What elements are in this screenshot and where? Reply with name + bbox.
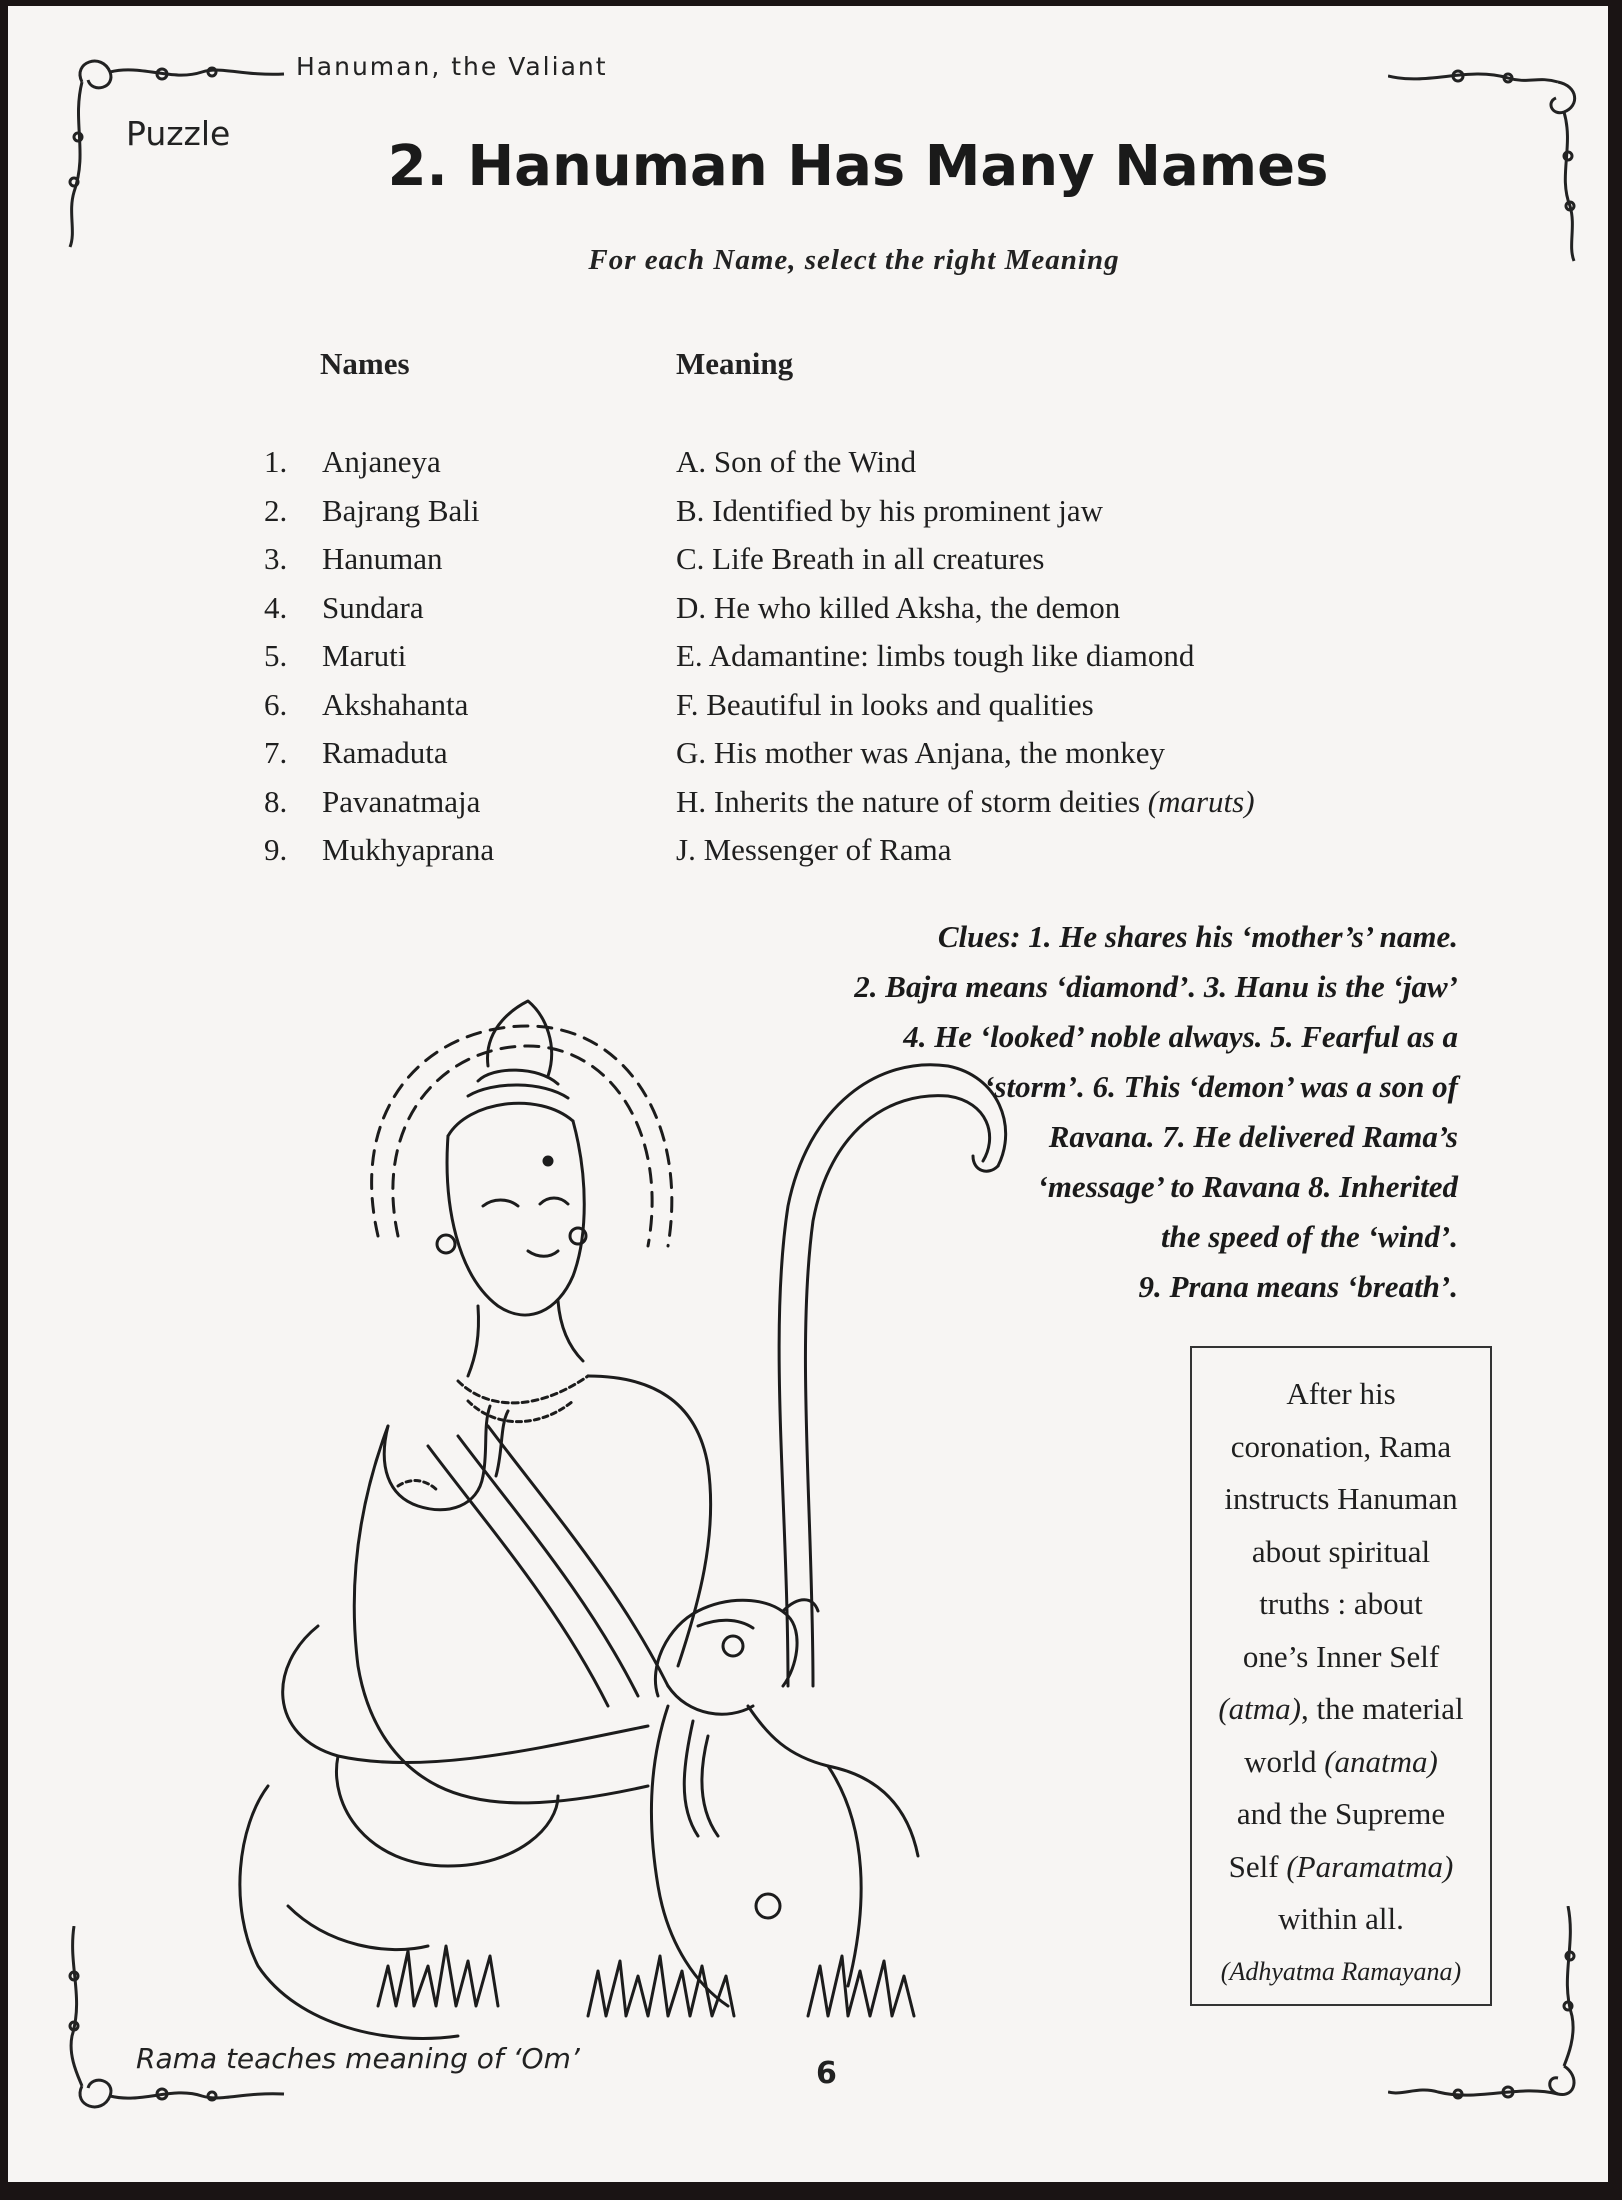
meanings-list	[676, 438, 1255, 875]
clue-line: ‘message’ to Ravana 8. Inherited	[1037, 1169, 1458, 1204]
sidebar-note-box	[1190, 1346, 1492, 2006]
note-line	[1200, 1736, 1482, 1789]
instruction: For each Name, select the right Meaning	[588, 244, 1120, 276]
name-item	[264, 632, 494, 681]
note-line: After his	[1286, 1376, 1396, 1411]
meaning-item: E. Adamantine: limbs tough like diamond	[676, 638, 1195, 673]
name-number: 9.	[264, 832, 288, 867]
name-text: Mukhyaprana	[322, 832, 495, 867]
section-label: Puzzle	[126, 114, 231, 153]
name-number: 3.	[264, 541, 288, 576]
clue-line: the speed of the ‘wind’.	[1160, 1219, 1458, 1254]
note-line: about spiritual	[1251, 1533, 1431, 1569]
name-text: Sundara	[322, 589, 424, 625]
note-line: and the Supreme	[1236, 1796, 1446, 1831]
note-italic: (atma)	[1218, 1691, 1301, 1726]
name-number: 8.	[264, 783, 288, 819]
meaning-item	[676, 778, 1255, 827]
name-text: Akshahanta	[322, 686, 469, 722]
name-text: Maruti	[322, 638, 407, 673]
name-number: 7.	[264, 735, 288, 770]
meaning-item: C. Life Breath in all creatures	[676, 541, 1045, 576]
name-text: Bajrang Bali	[322, 492, 480, 528]
clue-line: 4. He ‘looked’ noble always. 5. Fearful as a	[903, 1019, 1458, 1054]
note-source: (Adhyatma Ramayana)	[1220, 1956, 1462, 1986]
clue-line: Ravana. 7. He delivered Rama’s	[1048, 1119, 1458, 1154]
clue-line: ‘storm’. 6. This ‘demon’ was a son of	[984, 1069, 1458, 1104]
clue-line: Clues: 1. He shares his ‘mother’s’ name.	[937, 919, 1458, 954]
illustration-caption: Rama teaches meaning of ‘Om’	[136, 2042, 580, 2075]
note-italic: (anatma)	[1324, 1743, 1438, 1779]
clue-line: 9. Prana means ‘breath’.	[1138, 1269, 1458, 1304]
name-item	[264, 826, 494, 875]
note-line: instructs Hanuman	[1224, 1481, 1458, 1516]
names-list	[264, 438, 494, 875]
note-italic: (Paramatma)	[1286, 1848, 1454, 1884]
names-column-header: Names	[320, 346, 410, 381]
name-text: Anjaneya	[322, 444, 441, 479]
meaning-item: D. He who killed Aksha, the demon	[676, 589, 1121, 625]
running-title: Hanuman, the Valiant	[296, 52, 608, 81]
note-line	[1200, 1683, 1482, 1736]
name-item	[264, 584, 494, 633]
name-number: 6.	[264, 686, 288, 722]
name-text: Hanuman	[322, 541, 443, 576]
note-line: one’s Inner Self	[1242, 1638, 1440, 1674]
name-item	[264, 729, 494, 778]
note-text: , the material	[1300, 1691, 1464, 1726]
meaning-column-header: Meaning	[676, 346, 794, 381]
clue-line: 2. Bajra means ‘diamond’. 3. Hanu is the ‘jaw’	[854, 969, 1458, 1004]
name-item	[264, 438, 494, 487]
note-line: truths : about	[1259, 1586, 1423, 1621]
name-number: 2.	[264, 492, 288, 528]
meaning-item: F. Beautiful in looks and qualities	[676, 686, 1094, 722]
meaning-italic: (maruts)	[1147, 783, 1255, 819]
note-text: world	[1244, 1743, 1325, 1779]
name-item	[264, 778, 494, 827]
name-text: Ramaduta	[322, 735, 448, 770]
note-text: Self	[1228, 1848, 1287, 1884]
name-item	[264, 535, 494, 584]
note-line: within all.	[1278, 1901, 1404, 1936]
clues-text	[698, 912, 1458, 1312]
meaning-item: B. Identified by his prominent jaw	[676, 492, 1104, 528]
book-page	[8, 6, 1608, 2182]
meaning-item: J. Messenger of Rama	[676, 832, 952, 867]
name-number: 1.	[264, 444, 288, 479]
note-line	[1200, 1841, 1482, 1894]
page-title: 2. Hanuman Has Many Names	[387, 134, 1329, 199]
name-item	[264, 487, 494, 536]
name-number: 5.	[264, 638, 288, 673]
name-number: 4.	[264, 589, 288, 625]
note-line: coronation, Rama	[1230, 1428, 1452, 1464]
meaning-text: H. Inherits the nature of storm deities	[676, 783, 1148, 819]
meaning-item: G. His mother was Anjana, the monkey	[676, 735, 1166, 770]
name-item	[264, 681, 494, 730]
name-text: Pavanatmaja	[322, 783, 481, 819]
page-number: 6	[816, 2056, 837, 2091]
meaning-item: A. Son of the Wind	[676, 444, 917, 479]
